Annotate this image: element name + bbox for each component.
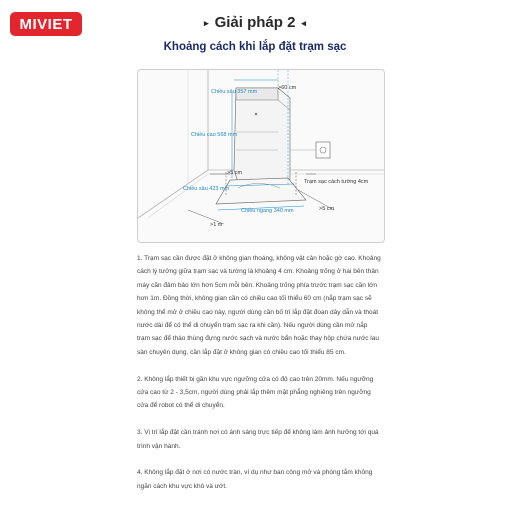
brand-logo: MIVIET: [10, 12, 82, 36]
label-front-clearance: >1 m: [210, 222, 223, 228]
label-side-left: >5 cm: [227, 170, 243, 176]
triangle-right-icon: ▸: [204, 17, 209, 28]
label-side-right: >5 cm: [319, 206, 335, 212]
label-height: Chiều cao 568 mm: [191, 132, 238, 138]
paragraph: 2. Không lắp thiết bị gần khu vực ngưỡng cửa có độ cao trên 20mm. Nếu ngưỡng cửa cao từ 2 - 3,5cm, người dùng phải lắp thêm mặt phẳng nghiêng trên ngưỡng cửa để robot có thể di chuyển.: [137, 375, 374, 410]
label-wall-gap: Trạm sạc cách tường 4cm: [304, 179, 369, 185]
paragraph: 3. Vị trí lắp đặt cần tránh nơi có ánh sáng trực tiếp để không làm ảnh hưởng tới quá trình vận hành.: [137, 429, 379, 450]
paragraph: 4. Không lắp đặt ở nơi có nước tràn, ví dụ như ban công mở và phòng tắm không ngăn cách khu vực khô và ướt.: [137, 469, 373, 490]
label-min-height: >60 cm: [278, 85, 297, 91]
installation-diagram: [137, 69, 385, 243]
page-title-text: Giải pháp 2: [214, 14, 296, 31]
page-subtitle: Khoảng cách khi lắp đặt trạm sạc: [163, 41, 347, 53]
page-heading: [0, 14, 510, 53]
label-width: Chiều ngang 340 mm: [241, 208, 294, 214]
label-depth-base: Chiều sâu 423 mm: [183, 186, 230, 192]
page-title: [0, 14, 510, 31]
diagram-illustration: [138, 70, 384, 242]
instructions: [137, 252, 382, 507]
triangle-left-icon: ◂: [301, 17, 306, 28]
paragraph: 1. Trạm sạc cần được đặt ở không gian thoáng, không vật cản hoặc gờ cao. Khoảng cách lý tưởng giữa trạm sạc và tường là khoảng 4 cm. Khoảng trống ở hai bên thân máy cần đảm bảo lớn hơn 5cm mỗi bên. Khoảng trống phía trước trạm sạc cần lớn hơn 1m. Đồng thời, không gian cần có chiều cao tối thiểu 60 cm (nắp trạm sạc sẽ không thể mở ở chiều cao này, người dùng cần bố trí lắp đặt đoạn dây dẫn và thoát nước dài để có thể di chuyển trạm sạc ra khi cần). Nếu người dùng cần mở nắp trạm sạc để tháo thùng đựng nước sạch và nước bẩn hoặc thay hộp chứa nước lau sàn chuyên dụng, cần lắp đặt ở không gian có chiều cao tối thiểu 85 cm.: [137, 255, 381, 356]
label-depth-top: Chiều sâu 357 mm: [211, 89, 258, 95]
